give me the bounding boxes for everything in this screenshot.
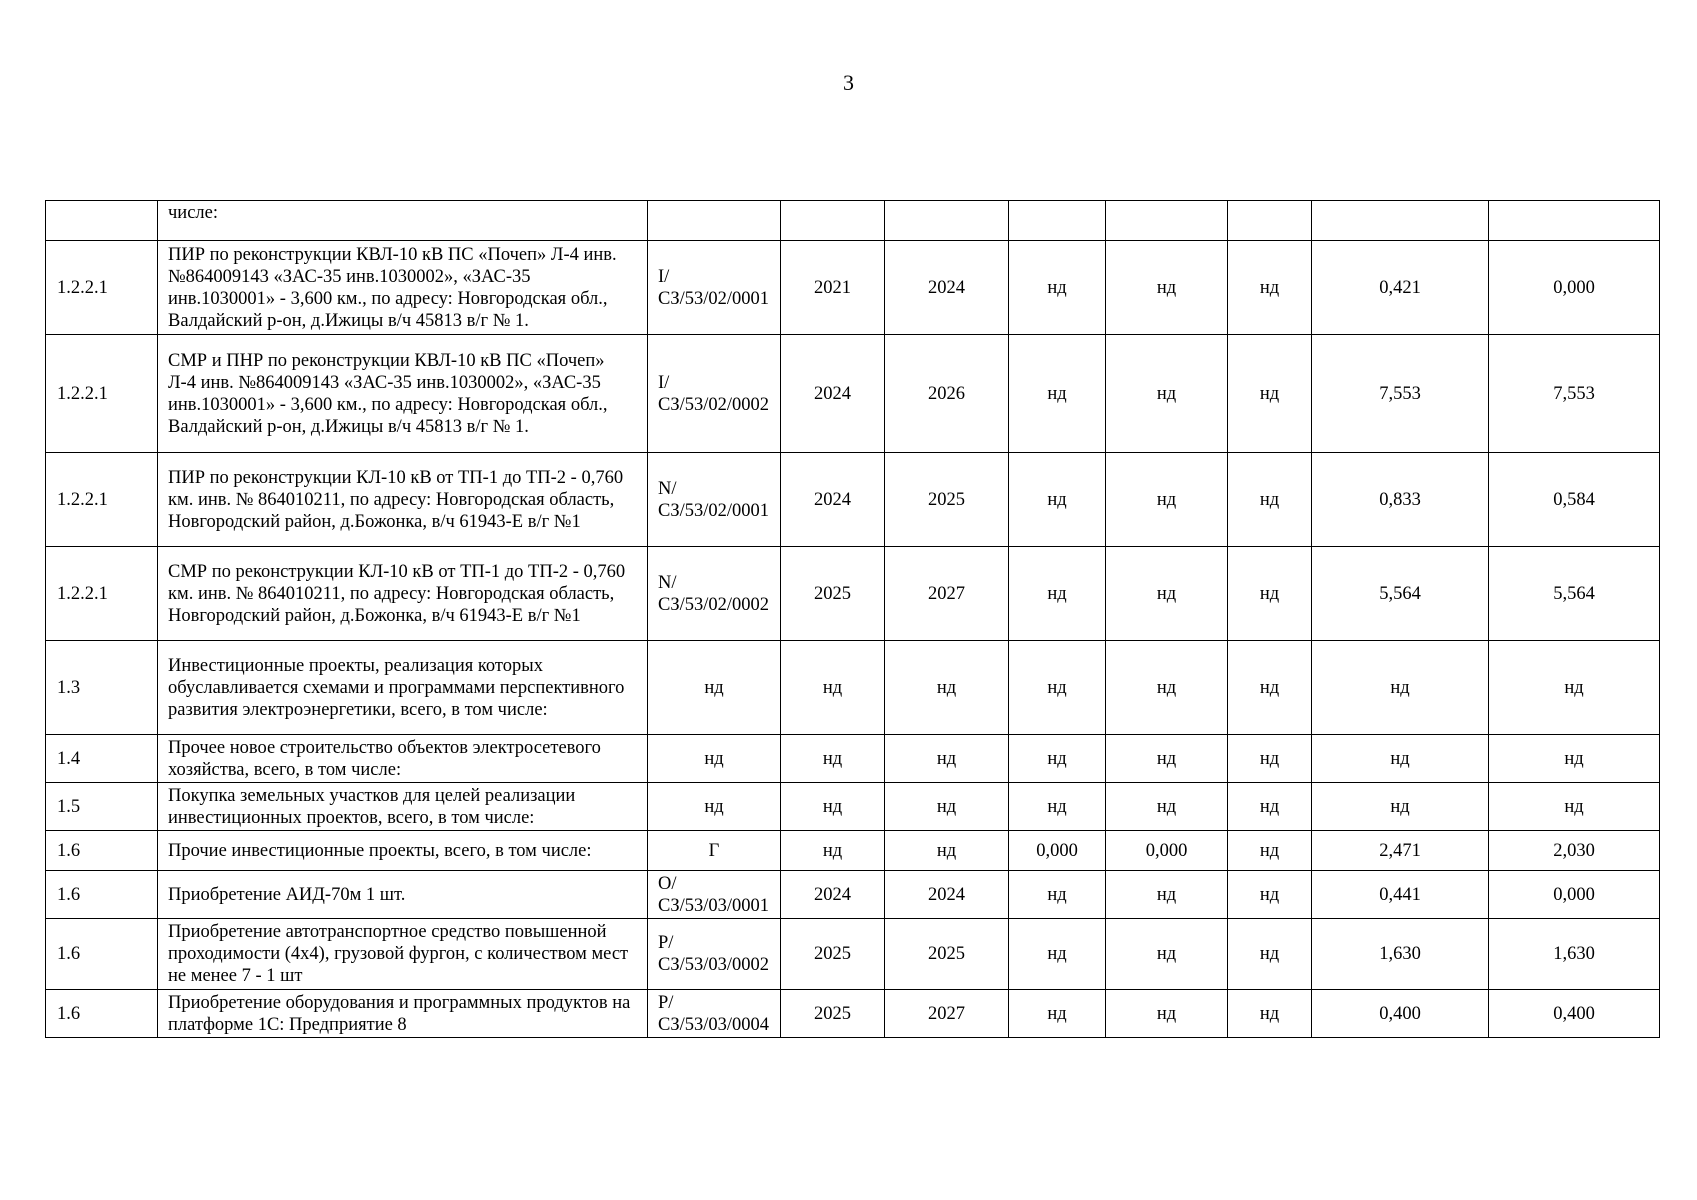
row-value-8: нд xyxy=(1228,831,1312,871)
row-value-9: 0,833 xyxy=(1312,453,1489,547)
row-name: Приобретение оборудования и программных продуктов на платформе 1С: Предприятие 8 xyxy=(158,990,648,1038)
row-value-9: 5,564 xyxy=(1312,547,1489,641)
row-name: Приобретение автотранспортное средство повышенной проходимости (4х4), грузовой фургон, с количеством мест не менее 7 - 1 шт xyxy=(158,919,648,990)
row-name: Покупка земельных участков для целей реализации инвестиционных проектов, всего, в том числе: xyxy=(158,783,648,831)
row-value-6: нд xyxy=(1009,641,1106,735)
row-name: СМР и ПНР по реконструкции КВЛ-10 кВ ПС «Почеп» Л-4 инв. №864009143 «ЗАС-35 инв.1030002», «ЗАС-35 инв.1030001» - 3,600 км., по адресу: Новгородская обл., Валдайский р-он, д.Ижицы в/ч 45813 в/г № 1. xyxy=(158,335,648,453)
row-name: ПИР по реконструкции КЛ-10 кВ от ТП-1 до ТП-2 - 0,760 км. инв. № 864010211, по адресу: Новгородская область, Новгородский район, д.Божонка, в/ч 61943-Е в/г №1 xyxy=(158,453,648,547)
row-year-end: 2025 xyxy=(885,919,1009,990)
row-year-end: 2026 xyxy=(885,335,1009,453)
row-code: 1.2.2.1 xyxy=(46,547,158,641)
row-year-start: 2021 xyxy=(781,241,885,335)
table-row xyxy=(46,453,1660,547)
row-value-8: нд xyxy=(1228,241,1312,335)
row-value-7: нд xyxy=(1106,735,1228,783)
row-value-8: нд xyxy=(1228,990,1312,1038)
row-value-9: 2,471 xyxy=(1312,831,1489,871)
table-row xyxy=(46,783,1660,831)
row-name: Инвестиционные проекты, реализация которых обуславливается схемами и программами перспективного развития электроэнергетики, всего, в том числе: xyxy=(158,641,648,735)
row-project-id xyxy=(648,201,781,241)
table-row xyxy=(46,919,1660,990)
row-code: 1.6 xyxy=(46,831,158,871)
row-value-7: нд xyxy=(1106,783,1228,831)
row-value-10: 1,630 xyxy=(1489,919,1660,990)
row-name: Приобретение АИД-70м 1 шт. xyxy=(158,871,648,919)
row-value-6: нд xyxy=(1009,990,1106,1038)
row-value-6: нд xyxy=(1009,335,1106,453)
row-value-8: нд xyxy=(1228,335,1312,453)
row-value-10: 5,564 xyxy=(1489,547,1660,641)
row-value-6: нд xyxy=(1009,919,1106,990)
row-year-end: нд xyxy=(885,641,1009,735)
row-name: Прочее новое строительство объектов электросетевого хозяйства, всего, в том числе: xyxy=(158,735,648,783)
row-value-6: нд xyxy=(1009,735,1106,783)
table-body xyxy=(46,201,1660,1038)
row-value-7: нд xyxy=(1106,919,1228,990)
row-value-10: нд xyxy=(1489,783,1660,831)
row-value-6: 0,000 xyxy=(1009,831,1106,871)
row-value-6 xyxy=(1009,201,1106,241)
row-code: 1.6 xyxy=(46,919,158,990)
row-value-7: нд xyxy=(1106,241,1228,335)
row-value-6: нд xyxy=(1009,547,1106,641)
row-value-8: нд xyxy=(1228,735,1312,783)
table-row xyxy=(46,831,1660,871)
row-year-end: нд xyxy=(885,735,1009,783)
table-row xyxy=(46,990,1660,1038)
row-name: СМР по реконструкции КЛ-10 кВ от ТП-1 до ТП-2 - 0,760 км. инв. № 864010211, по адресу: Новгородская область, Новгородский район, д.Божонка, в/ч 61943-Е в/г №1 xyxy=(158,547,648,641)
row-year-start: 2024 xyxy=(781,871,885,919)
row-value-7: нд xyxy=(1106,453,1228,547)
row-code: 1.6 xyxy=(46,990,158,1038)
row-project-id: нд xyxy=(648,735,781,783)
row-code: 1.3 xyxy=(46,641,158,735)
row-year-start xyxy=(781,201,885,241)
row-project-id: нд xyxy=(648,783,781,831)
row-year-end: 2027 xyxy=(885,547,1009,641)
row-year-start: 2024 xyxy=(781,453,885,547)
row-value-9: 7,553 xyxy=(1312,335,1489,453)
row-value-10: 0,000 xyxy=(1489,871,1660,919)
row-value-8: нд xyxy=(1228,871,1312,919)
row-project-id: N/СЗ/53/02/0001 xyxy=(648,453,781,547)
row-year-start: нд xyxy=(781,831,885,871)
row-year-end: нд xyxy=(885,831,1009,871)
table-row xyxy=(46,735,1660,783)
row-project-id: N/СЗ/53/02/0002 xyxy=(648,547,781,641)
row-year-start: нд xyxy=(781,641,885,735)
row-value-9: нд xyxy=(1312,641,1489,735)
row-year-start: 2024 xyxy=(781,335,885,453)
row-project-id: Р/СЗ/53/03/0002 xyxy=(648,919,781,990)
row-code: 1.2.2.1 xyxy=(46,241,158,335)
row-value-7: нд xyxy=(1106,871,1228,919)
row-value-7 xyxy=(1106,201,1228,241)
row-code: 1.5 xyxy=(46,783,158,831)
row-code: 1.6 xyxy=(46,871,158,919)
row-value-9: 0,441 xyxy=(1312,871,1489,919)
row-value-7: нд xyxy=(1106,641,1228,735)
row-value-10: 0,400 xyxy=(1489,990,1660,1038)
row-value-7: нд xyxy=(1106,335,1228,453)
row-value-7: нд xyxy=(1106,547,1228,641)
row-year-end xyxy=(885,201,1009,241)
row-code: 1.2.2.1 xyxy=(46,453,158,547)
row-name: ПИР по реконструкции КВЛ-10 кВ ПС «Почеп» Л-4 инв. №864009143 «ЗАС-35 инв.1030002», «ЗАС-35 инв.1030001» - 3,600 км., по адресу: Новгородская обл., Валдайский р-он, д.Ижицы в/ч 45813 в/г № 1. xyxy=(158,241,648,335)
row-project-id: Г xyxy=(648,831,781,871)
row-year-end: 2024 xyxy=(885,871,1009,919)
row-code xyxy=(46,201,158,241)
row-value-9: 0,400 xyxy=(1312,990,1489,1038)
row-value-8: нд xyxy=(1228,547,1312,641)
row-code: 1.2.2.1 xyxy=(46,335,158,453)
table-row xyxy=(46,335,1660,453)
row-value-8: нд xyxy=(1228,783,1312,831)
row-year-end: 2025 xyxy=(885,453,1009,547)
row-name: числе: xyxy=(158,201,648,241)
row-year-end: 2024 xyxy=(885,241,1009,335)
investment-table xyxy=(45,200,1660,1038)
row-project-id: нд xyxy=(648,641,781,735)
row-value-10 xyxy=(1489,201,1660,241)
row-value-6: нд xyxy=(1009,783,1106,831)
row-value-10: 7,553 xyxy=(1489,335,1660,453)
row-year-start: нд xyxy=(781,735,885,783)
table-row xyxy=(46,641,1660,735)
row-value-10: нд xyxy=(1489,641,1660,735)
row-project-id: I/СЗ/53/02/0002 xyxy=(648,335,781,453)
row-value-6: нд xyxy=(1009,871,1106,919)
row-name: Прочие инвестиционные проекты, всего, в том числе: xyxy=(158,831,648,871)
page-number: 3 xyxy=(843,70,854,95)
row-value-10: 2,030 xyxy=(1489,831,1660,871)
row-year-end: 2027 xyxy=(885,990,1009,1038)
row-value-9: 0,421 xyxy=(1312,241,1489,335)
row-project-id: Р/СЗ/53/03/0004 xyxy=(648,990,781,1038)
row-value-6: нд xyxy=(1009,453,1106,547)
table-row xyxy=(46,241,1660,335)
row-value-9 xyxy=(1312,201,1489,241)
row-year-end: нд xyxy=(885,783,1009,831)
row-value-9: нд xyxy=(1312,735,1489,783)
row-value-8: нд xyxy=(1228,919,1312,990)
row-year-start: 2025 xyxy=(781,547,885,641)
table-row xyxy=(46,547,1660,641)
row-code: 1.4 xyxy=(46,735,158,783)
row-value-10: нд xyxy=(1489,735,1660,783)
row-value-6: нд xyxy=(1009,241,1106,335)
row-value-9: 1,630 xyxy=(1312,919,1489,990)
row-value-7: нд xyxy=(1106,990,1228,1038)
row-project-id: О/СЗ/53/03/0001 xyxy=(648,871,781,919)
row-project-id: I/СЗ/53/02/0001 xyxy=(648,241,781,335)
row-value-10: 0,584 xyxy=(1489,453,1660,547)
row-value-8: нд xyxy=(1228,641,1312,735)
row-value-8 xyxy=(1228,201,1312,241)
table-row xyxy=(46,201,1660,241)
row-year-start: 2025 xyxy=(781,919,885,990)
row-value-7: 0,000 xyxy=(1106,831,1228,871)
row-year-start: 2025 xyxy=(781,990,885,1038)
row-year-start: нд xyxy=(781,783,885,831)
row-value-8: нд xyxy=(1228,453,1312,547)
row-value-10: 0,000 xyxy=(1489,241,1660,335)
row-value-9: нд xyxy=(1312,783,1489,831)
table-row xyxy=(46,871,1660,919)
